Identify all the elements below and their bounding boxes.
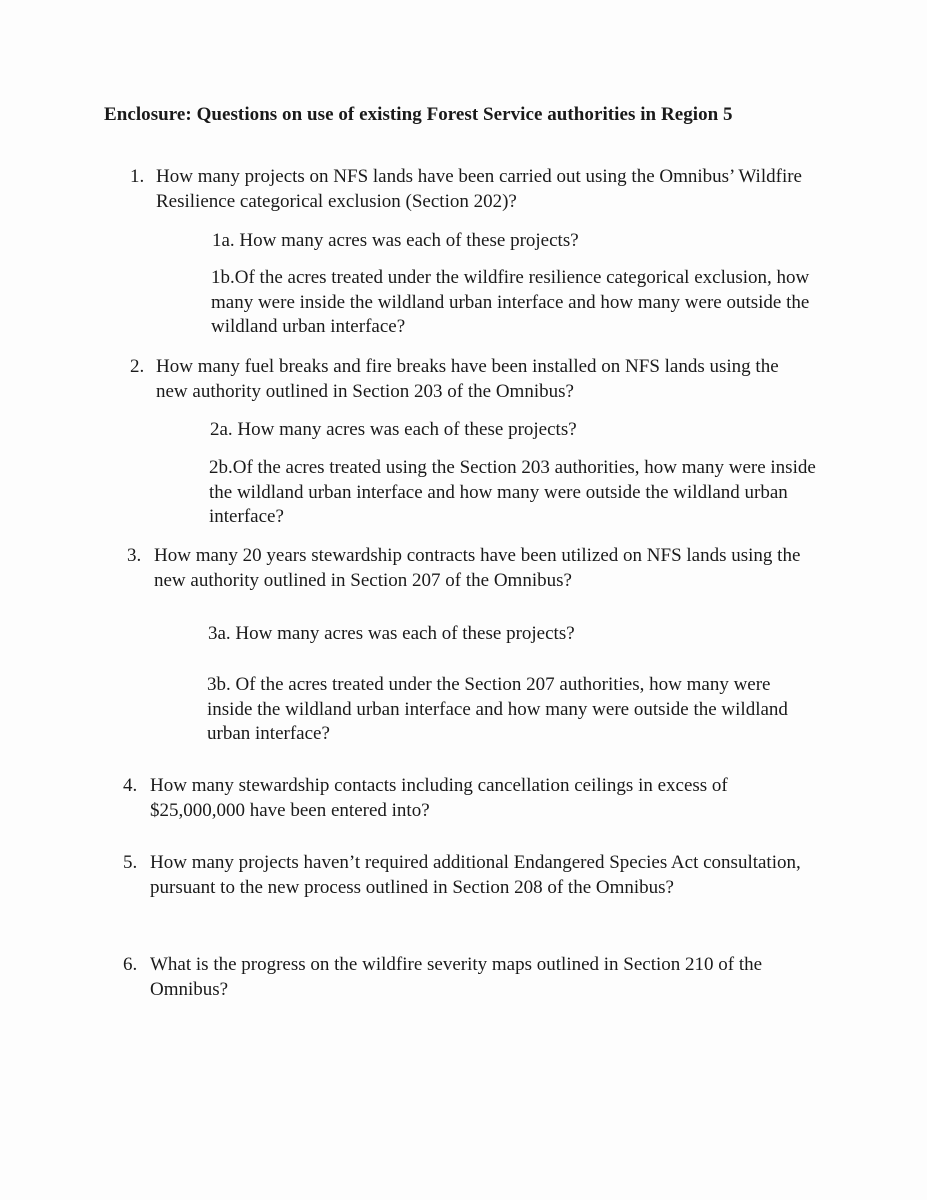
question-text: How many fuel breaks and fire breaks have been installed on NFS lands using the new authority outlined in Section 203 of the Omnibus? (156, 356, 779, 402)
question-text: How many 20 years stewardship contracts have been utilized on NFS lands using the new authority outlined in Section 207 of the Omnibus? (154, 545, 801, 591)
question-text: What is the progress on the wildfire severity maps outlined in Section 210 of the Omnibus? (150, 954, 763, 1000)
question-5 (123, 851, 803, 900)
sub-question-2a: 2a. How many acres was each of these projects? (210, 419, 577, 440)
document-title: Enclosure: Questions on use of existing Forest Service authorities in Region 5 (104, 104, 733, 125)
question-number: 3. (127, 545, 142, 566)
question-number: 6. (123, 954, 138, 975)
sub-question-2b: 2b.Of the acres treated using the Section 203 authorities, how many were inside the wildland urban interface and how many were outside the wildland urban interface? (209, 457, 816, 527)
sub-question-3b: 3b. Of the acres treated under the Section 207 authorities, how many were inside the wildland urban interface and how many were outside the wildland urban interface? (207, 674, 788, 744)
sub-question-3a: 3a. How many acres was each of these projects? (208, 623, 575, 644)
question-number: 4. (123, 775, 138, 796)
question-text: How many stewardship contacts including cancellation ceilings in excess of $25,000,000 have been entered into? (150, 775, 728, 821)
question-1 (130, 165, 810, 214)
question-number: 1. (130, 166, 145, 187)
question-6 (123, 953, 803, 1002)
question-4 (123, 774, 803, 823)
question-number: 5. (123, 852, 138, 873)
sub-question-1a: 1a. How many acres was each of these projects? (212, 230, 579, 251)
question-number: 2. (130, 356, 145, 377)
question-text: How many projects haven’t required additional Endangered Species Act consultation, pursuant to the new process outlined in Section 208 of the Omnibus? (150, 852, 801, 898)
question-2 (130, 355, 810, 404)
question-3 (127, 544, 807, 593)
question-text: How many projects on NFS lands have been carried out using the Omnibus’ Wildfire Resilience categorical exclusion (Section 202)? (156, 166, 802, 212)
sub-question-1b: 1b.Of the acres treated under the wildfire resilience categorical exclusion, how many were inside the wildland urban interface and how many were outside the wildland urban interface? (211, 267, 810, 337)
